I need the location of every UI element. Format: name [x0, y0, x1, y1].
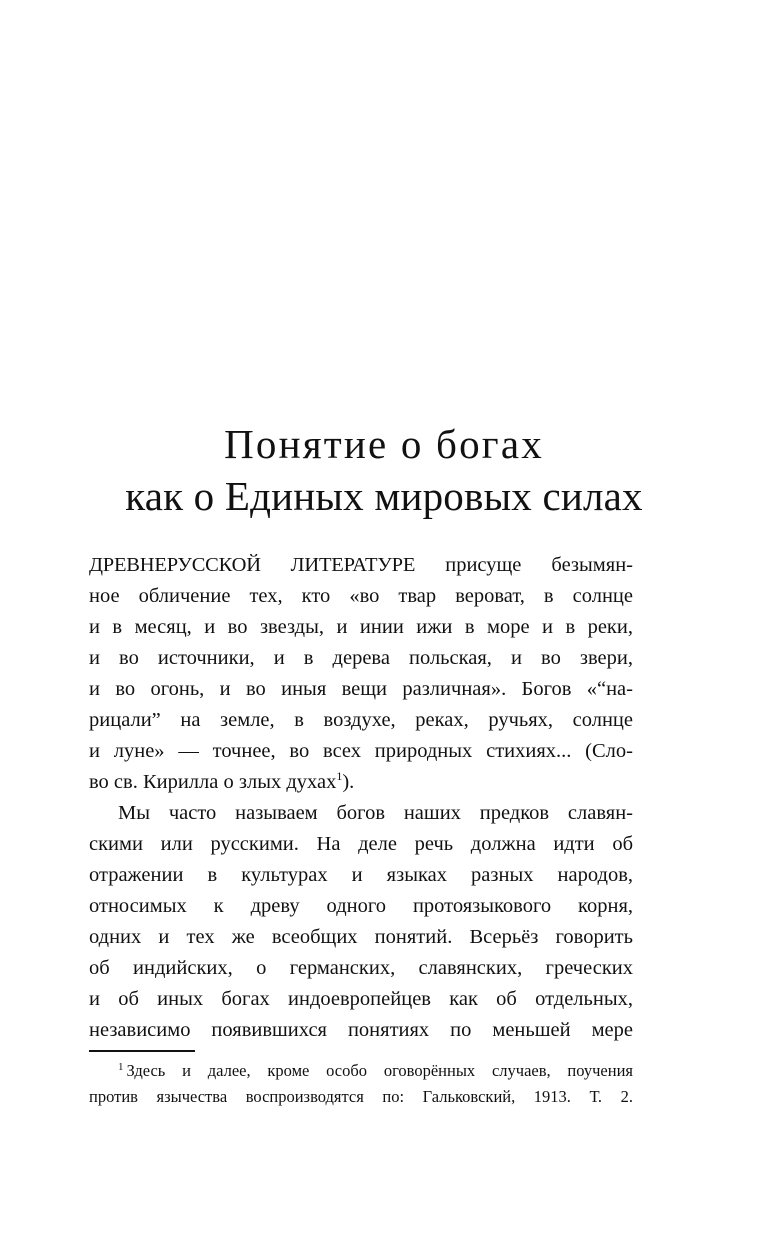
- text-line: и во огонь, и во иныя вещи различная». Богов «“на-: [89, 678, 633, 700]
- footnote-reference[interactable]: 1: [336, 769, 343, 783]
- chapter-title-line-1: Понятие о богах: [224, 421, 544, 467]
- text-fragment: присуще безымян-: [415, 554, 633, 576]
- chapter-title-line-2: как о Единых мировых силах: [125, 473, 643, 519]
- footnote: [89, 1058, 633, 1110]
- chapter-title: [0, 418, 768, 522]
- text-line: и луне» — точнее, во всех природных стихиях... (Сло-: [89, 740, 633, 762]
- text-line: относимых к древу одного протоязыкового корня,: [89, 895, 633, 917]
- text-line: Мы часто называем богов наших предков славян-: [118, 802, 633, 824]
- text-line: отражении в культурах и языках разных народов,: [89, 864, 633, 886]
- text-fragment: во св. Кирилла о злых духах: [89, 771, 337, 793]
- text-line: независимо появившихся понятиях по меньшей мере: [89, 1019, 633, 1041]
- text-line: об индийских, о германских, славянских, греческих: [89, 957, 633, 979]
- footnote-mark: 1: [118, 1061, 124, 1073]
- lead-in-caps: ДРЕВНЕРУССКОЙ ЛИТЕРАТУРЕ: [89, 554, 416, 576]
- text-line: ное обличение тех, кто «во твар вероват, в солнце: [89, 585, 633, 607]
- footnote-divider: [89, 1050, 195, 1052]
- text-line: [89, 550, 633, 581]
- text-line: и об иных богах индоевропейцев как об отдельных,: [89, 988, 633, 1010]
- text-line: рицали” на земле, в воздухе, реках, ручьях, солнце: [89, 709, 633, 731]
- paragraph-1: [89, 550, 633, 798]
- paragraph-2: [89, 798, 633, 1046]
- footnote-line: [89, 1058, 633, 1084]
- text-line: и в месяц, и во звезды, и инии ижи в море и в реки,: [89, 616, 633, 638]
- footnote-text: Здесь и далее, кроме особо оговорённых случаев, поучения: [126, 1061, 633, 1080]
- footnote-line: против язычества воспроизводятся по: Гальковский, 1913. Т. 2.: [89, 1087, 633, 1106]
- text-line: скими или русскими. На деле речь должна идти об: [89, 833, 633, 855]
- text-line: [89, 767, 633, 798]
- text-line: и во источники, и в дерева польская, и во звери,: [89, 647, 633, 669]
- text-fragment: ).: [342, 771, 355, 793]
- text-line: одних и тех же всеобщих понятий. Всерьёз говорить: [89, 926, 633, 948]
- body-text: [89, 550, 633, 1046]
